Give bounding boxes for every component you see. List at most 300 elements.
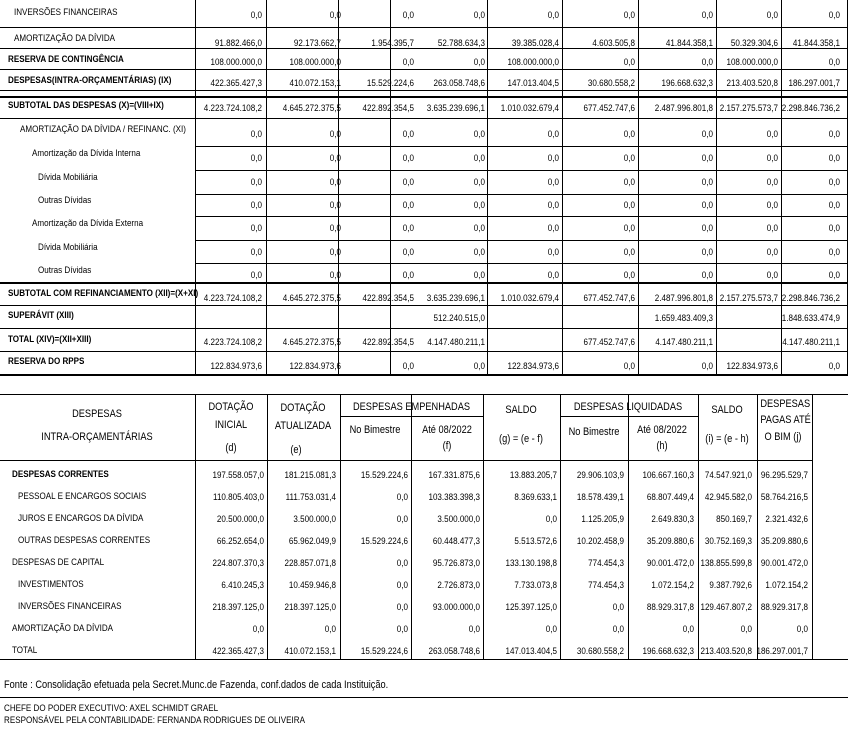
cell-value: 422.365.427,3 [210, 78, 262, 89]
header-sub-rule [340, 416, 483, 417]
cell-value: 0,0 [250, 247, 262, 258]
cell-value: 0,0 [396, 492, 408, 503]
cell-value: 0,0 [402, 153, 414, 164]
cell-value: 2.649.830,3 [651, 514, 694, 525]
cell-value: 4.645.272.375,5 [282, 103, 341, 114]
cell-value: 0,0 [766, 247, 778, 258]
cell-value: 0,0 [473, 57, 485, 68]
table-top-rule [0, 394, 848, 395]
row-label: SUBTOTAL COM REFINANCIAMENTO (XII)=(X+XI) [8, 288, 199, 299]
cell-value: 0,0 [828, 200, 840, 211]
cell-value: 1.954.395,7 [371, 38, 414, 49]
col-divider [698, 394, 699, 659]
cell-value: 0,0 [402, 361, 414, 372]
column-header: (f) [442, 440, 452, 452]
column-header: No Bimestre [349, 424, 401, 436]
cell-value: 1.848.633.474,9 [781, 313, 840, 324]
row-divider [195, 263, 848, 264]
cell-value: 30.752.169,3 [704, 536, 752, 547]
cell-value: 1.072.154,2 [765, 580, 808, 591]
cell-value: 186.297.001,7 [788, 78, 840, 89]
cell-value: 677.452.747,6 [583, 337, 635, 348]
cell-value: 0,0 [402, 270, 414, 281]
cell-value: 196.668.632,3 [642, 646, 694, 657]
cell-value: 0,0 [396, 624, 408, 635]
cell-value: 9.387.792,6 [709, 580, 752, 591]
subtotal-rule [0, 96, 848, 98]
cell-value: 42.945.582,0 [704, 492, 752, 503]
cell-value: 0,0 [547, 270, 559, 281]
subtotal-rule [0, 282, 848, 284]
cell-value: 108.000.000,0 [289, 57, 341, 68]
cell-value: 197.558.057,0 [212, 470, 264, 481]
cell-value: 0,0 [701, 10, 713, 21]
col-divider [267, 394, 268, 659]
cell-value: 0,0 [766, 223, 778, 234]
row-label: Outras Dívidas [38, 265, 92, 276]
cell-value: 0,0 [623, 129, 635, 140]
cell-value: 1.010.032.679,4 [500, 103, 559, 114]
cell-value: 108.000.000,0 [726, 57, 778, 68]
cell-value: 0,0 [473, 361, 485, 372]
column-header: SALDO [505, 404, 537, 416]
cell-value: 0,0 [545, 514, 557, 525]
column-header: ATUALIZADA [274, 420, 332, 432]
row-label: DESPESAS DE CAPITAL [12, 557, 105, 568]
cell-value: 677.452.747,6 [583, 293, 635, 304]
header-sub-rule [560, 416, 698, 417]
cell-value: 850.169,7 [716, 514, 752, 525]
column-header: (i) = (e - h) [705, 433, 749, 445]
cell-value: 4.223.724.108,2 [203, 103, 262, 114]
cell-value: 147.013.404,5 [505, 646, 557, 657]
cell-value: 0,0 [701, 361, 713, 372]
cell-value: 2.726.873,0 [437, 580, 480, 591]
cell-value: 4.223.724.108,2 [203, 293, 262, 304]
executive-signature: CHEFE DO PODER EXECUTIVO: AXEL SCHMIDT GRAEL [4, 703, 219, 714]
cell-value: 95.726.873,0 [432, 558, 480, 569]
row-divider [0, 118, 848, 119]
cell-value: 263.058.748,6 [428, 646, 480, 657]
cell-value: 15.529.224,6 [360, 536, 408, 547]
cell-value: 213.403.520,8 [726, 78, 778, 89]
cell-value: 58.764.216,5 [760, 492, 808, 503]
cell-value: 0,0 [828, 57, 840, 68]
cell-value: 129.467.807,2 [700, 602, 752, 613]
column-header: SALDO [711, 404, 743, 416]
accountant-signature: RESPONSÁVEL PELA CONTABILIDADE: FERNANDA RODRIGUES DE OLIVEIRA [4, 715, 305, 726]
cell-value: 91.882.466,0 [214, 38, 262, 49]
column-header: (e) [290, 444, 302, 456]
cell-value: 0,0 [250, 10, 262, 21]
col-divider [411, 394, 412, 659]
cell-value: 0,0 [623, 361, 635, 372]
cell-value: 0,0 [701, 270, 713, 281]
cell-value: 18.578.439,1 [576, 492, 624, 503]
cell-value: 0,0 [623, 223, 635, 234]
cell-value: 60.448.477,3 [432, 536, 480, 547]
cell-value: 0,0 [547, 223, 559, 234]
row-label: TOTAL [12, 645, 38, 656]
cell-value: 0,0 [402, 129, 414, 140]
cell-value: 122.834.973,6 [210, 361, 262, 372]
cell-value: 68.807.449,4 [646, 492, 694, 503]
row-label: Amortização da Dívida Interna [32, 148, 141, 159]
cell-value: 108.000.000,0 [507, 57, 559, 68]
row-label: PESSOAL E ENCARGOS SOCIAIS [18, 491, 147, 502]
cell-value: 10.459.946,8 [288, 580, 336, 591]
cell-value: 0,0 [766, 200, 778, 211]
row-label: SUPERÁVIT (XIII) [8, 310, 74, 321]
col-divider [483, 394, 484, 659]
cell-value: 20.500.000,0 [216, 514, 264, 525]
cell-value: 512.240.515,0 [433, 313, 485, 324]
cell-value: 0,0 [796, 624, 808, 635]
cell-value: 0,0 [682, 624, 694, 635]
column-header: DESPESAS [72, 408, 122, 420]
cell-value: 106.667.160,3 [642, 470, 694, 481]
column-header: Até 08/2022 [637, 424, 687, 436]
header-rule [0, 460, 812, 461]
cell-value: 122.834.973,6 [726, 361, 778, 372]
row-divider [195, 194, 848, 195]
cell-value: 0,0 [623, 153, 635, 164]
cell-value: 122.834.973,6 [289, 361, 341, 372]
cell-value: 4.603.505,8 [592, 38, 635, 49]
cell-value: 4.147.480.211,1 [782, 337, 840, 348]
cell-value: 0,0 [329, 200, 341, 211]
cell-value: 0,0 [329, 153, 341, 164]
cell-value: 3.500.000,0 [293, 514, 336, 525]
cell-value: 0,0 [828, 223, 840, 234]
cell-value: 410.072.153,1 [284, 646, 336, 657]
cell-value: 0,0 [250, 129, 262, 140]
cell-value: 133.130.198,8 [505, 558, 557, 569]
cell-value: 0,0 [701, 200, 713, 211]
column-header: O BIM (j) [764, 431, 802, 443]
footer-rule [0, 697, 848, 698]
cell-value: 39.385.028,4 [511, 38, 559, 49]
row-label: SUBTOTAL DAS DESPESAS (X)=(VIII+IX) [8, 100, 164, 111]
cell-value: 66.252.654,0 [216, 536, 264, 547]
cell-value: 0,0 [766, 177, 778, 188]
cell-value: 0,0 [329, 223, 341, 234]
cell-value: 0,0 [468, 624, 480, 635]
cell-value: 30.680.558,2 [587, 78, 635, 89]
cell-value: 218.397.125,0 [284, 602, 336, 613]
row-divider [195, 216, 848, 217]
cell-value: 0,0 [396, 580, 408, 591]
cell-value: 4.147.480.211,1 [427, 337, 485, 348]
row-label: TOTAL (XIV)=(XII+XIII) [8, 334, 92, 345]
cell-value: 30.680.558,2 [576, 646, 624, 657]
cell-value: 10.202.458,9 [576, 536, 624, 547]
cell-value: 422.892.354,5 [362, 103, 414, 114]
cell-value: 0,0 [545, 624, 557, 635]
table-end-rule [0, 374, 848, 376]
cell-value: 93.000.000,0 [432, 602, 480, 613]
row-divider [195, 240, 848, 241]
cell-value: 0,0 [828, 129, 840, 140]
row-divider [195, 170, 848, 171]
row-label: JUROS E ENCARGOS DA DÍVIDA [18, 513, 144, 524]
cell-value: 0,0 [329, 247, 341, 258]
cell-value: 677.452.747,6 [583, 103, 635, 114]
cell-value: 0,0 [473, 153, 485, 164]
cell-value: 422.365.427,3 [212, 646, 264, 657]
column-header: PAGAS ATÉ [760, 414, 811, 426]
row-divider [0, 90, 848, 91]
cell-value: 3.635.239.696,1 [426, 293, 485, 304]
row-label: INVERSÕES FINANCEIRAS [14, 7, 118, 18]
cell-value: 0,0 [766, 10, 778, 21]
cell-value: 0,0 [623, 247, 635, 258]
row-label: INVESTIMENTOS [18, 579, 84, 590]
cell-value: 0,0 [623, 10, 635, 21]
column-header: INTRA-ORÇAMENTÁRIAS [41, 431, 153, 443]
row-divider [195, 146, 848, 147]
row-label: INVERSÕES FINANCEIRAS [18, 601, 122, 612]
row-label: RESERVA DO RPPS [8, 356, 85, 367]
cell-value: 108.000.000,0 [210, 57, 262, 68]
cell-value: 0,0 [473, 129, 485, 140]
cell-value: 774.454,3 [588, 558, 624, 569]
cell-value: 4.645.272.375,5 [282, 293, 341, 304]
cell-value: 0,0 [250, 223, 262, 234]
column-header: Até 08/2022 [422, 424, 472, 436]
cell-value: 92.173.662,7 [293, 38, 341, 49]
row-label: OUTRAS DESPESAS CORRENTES [18, 535, 151, 546]
column-header: (g) = (e - f) [499, 433, 543, 445]
cell-value: 0,0 [396, 514, 408, 525]
column-header: INICIAL [214, 419, 248, 431]
cell-value: 4.223.724.108,2 [203, 337, 262, 348]
col-divider [628, 394, 629, 659]
row-label: AMORTIZAÇÃO DA DÍVIDA [14, 33, 116, 44]
cell-value: 0,0 [623, 270, 635, 281]
column-header: No Bimestre [568, 426, 620, 438]
cell-value: 0,0 [612, 602, 624, 613]
row-divider [0, 27, 848, 28]
cell-value: 1.010.032.679,4 [500, 293, 559, 304]
column-header: DESPESAS [760, 398, 811, 410]
cell-value: 0,0 [828, 247, 840, 258]
cell-value: 0,0 [828, 177, 840, 188]
cell-value: 2.487.996.801,8 [654, 103, 713, 114]
cell-value: 8.369.633,1 [514, 492, 557, 503]
cell-value: 0,0 [250, 270, 262, 281]
column-header: (h) [656, 440, 668, 452]
cell-value: 1.125.205,9 [581, 514, 624, 525]
row-label: AMORTIZAÇÃO DA DÍVIDA [12, 623, 114, 634]
row-label: DESPESAS CORRENTES [12, 469, 109, 480]
cell-value: 88.929.317,8 [646, 602, 694, 613]
cell-value: 2.298.846.736,2 [781, 103, 840, 114]
cell-value: 0,0 [828, 153, 840, 164]
cell-value: 0,0 [623, 200, 635, 211]
cell-value: 213.403.520,8 [700, 646, 752, 657]
cell-value: 0,0 [623, 177, 635, 188]
cell-value: 90.001.472,0 [760, 558, 808, 569]
cell-value: 0,0 [547, 200, 559, 211]
cell-value: 218.397.125,0 [212, 602, 264, 613]
column-header: DOTAÇÃO [208, 401, 254, 413]
column-header: DOTAÇÃO [280, 402, 326, 414]
cell-value: 0,0 [329, 270, 341, 281]
cell-value: 0,0 [396, 558, 408, 569]
cell-value: 186.297.001,7 [756, 646, 808, 657]
cell-value: 5.513.572,6 [514, 536, 557, 547]
cell-value: 0,0 [396, 602, 408, 613]
cell-value: 0,0 [701, 247, 713, 258]
cell-value: 15.529.224,6 [360, 646, 408, 657]
cell-value: 96.295.529,7 [760, 470, 808, 481]
cell-value: 0,0 [828, 361, 840, 372]
cell-value: 0,0 [828, 270, 840, 281]
cell-value: 0,0 [329, 177, 341, 188]
cell-value: 0,0 [473, 247, 485, 258]
row-divider [0, 351, 848, 352]
cell-value: 0,0 [766, 270, 778, 281]
cell-value: 0,0 [473, 223, 485, 234]
row-divider [0, 305, 848, 306]
cell-value: 0,0 [701, 153, 713, 164]
cell-value: 3.500.000,0 [437, 514, 480, 525]
cell-value: 0,0 [329, 10, 341, 21]
cell-value: 1.659.483.409,3 [654, 313, 713, 324]
source-note: Fonte : Consolidação efetuada pela Secret.Munc.de Fazenda, conf.dados de cada Instituição. [4, 679, 389, 691]
row-label: RESERVA DE CONTINGÊNCIA [8, 54, 124, 65]
cell-value: 4.147.480.211,1 [655, 337, 713, 348]
cell-value: 0,0 [473, 270, 485, 281]
row-label: AMORTIZAÇÃO DA DÍVIDA / REFINANC. (XI) [20, 124, 186, 135]
col-divider [340, 394, 341, 659]
cell-value: 0,0 [473, 177, 485, 188]
column-header: (d) [225, 442, 237, 454]
cell-value: 0,0 [402, 10, 414, 21]
cell-value: 88.929.317,8 [760, 602, 808, 613]
cell-value: 52.788.634,3 [437, 38, 485, 49]
cell-value: 0,0 [766, 153, 778, 164]
cell-value: 0,0 [402, 57, 414, 68]
row-label: Dívida Mobiliária [38, 242, 98, 253]
cell-value: 0,0 [547, 129, 559, 140]
cell-value: 15.529.224,6 [360, 470, 408, 481]
cell-value: 0,0 [701, 57, 713, 68]
cell-value: 0,0 [547, 247, 559, 258]
cell-value: 103.383.398,3 [428, 492, 480, 503]
cell-value: 138.855.599,8 [700, 558, 752, 569]
row-label: DESPESAS(INTRA-ORÇAMENTÁRIAS) (IX) [8, 75, 172, 86]
cell-value: 90.001.472,0 [646, 558, 694, 569]
cell-value: 110.805.403,0 [213, 492, 264, 503]
cell-value: 65.962.049,9 [288, 536, 336, 547]
cell-value: 111.753.031,4 [285, 492, 336, 503]
cell-value: 181.215.081,3 [284, 470, 336, 481]
row-label: Dívida Mobiliária [38, 172, 98, 183]
row-label: Outras Dívidas [38, 195, 92, 206]
cell-value: 50.329.304,6 [730, 38, 778, 49]
cell-value: 147.013.404,5 [507, 78, 559, 89]
cell-value: 125.397.125,0 [505, 602, 557, 613]
cell-value: 0,0 [623, 57, 635, 68]
cell-value: 29.906.103,9 [576, 470, 624, 481]
cell-value: 422.892.354,5 [362, 293, 414, 304]
cell-value: 0,0 [547, 177, 559, 188]
cell-value: 196.668.632,3 [661, 78, 713, 89]
cell-value: 35.209.880,6 [760, 536, 808, 547]
cell-value: 3.635.239.696,1 [426, 103, 485, 114]
cell-value: 0,0 [701, 129, 713, 140]
cell-value: 0,0 [547, 153, 559, 164]
cell-value: 0,0 [250, 153, 262, 164]
col-divider [812, 394, 813, 659]
row-label: Amortização da Dívida Externa [32, 218, 144, 229]
cell-value: 774.454,3 [588, 580, 624, 591]
cell-value: 0,0 [402, 223, 414, 234]
cell-value: 1.072.154,2 [651, 580, 694, 591]
cell-value: 0,0 [701, 177, 713, 188]
cell-value: 41.844.358,1 [665, 38, 713, 49]
cell-value: 0,0 [324, 624, 336, 635]
cell-value: 35.209.880,6 [646, 536, 694, 547]
cell-value: 41.844.358,1 [792, 38, 840, 49]
cell-value: 224.807.370,3 [212, 558, 264, 569]
cell-value: 2.157.275.573,7 [719, 103, 778, 114]
cell-value: 0,0 [402, 247, 414, 258]
cell-value: 0,0 [402, 177, 414, 188]
cell-value: 13.883.205,7 [509, 470, 557, 481]
row-divider [0, 69, 848, 70]
cell-value: 263.058.748,6 [433, 78, 485, 89]
cell-value: 410.072.153,1 [289, 78, 341, 89]
cell-value: 0,0 [473, 10, 485, 21]
cell-value: 0,0 [252, 624, 264, 635]
cell-value: 0,0 [329, 129, 341, 140]
cell-value: 167.331.875,6 [428, 470, 480, 481]
cell-value: 6.410.245,3 [221, 580, 264, 591]
cell-value: 0,0 [402, 200, 414, 211]
column-header: DESPESAS LIQUIDADAS [573, 401, 683, 413]
cell-value: 74.547.921,0 [704, 470, 752, 481]
cell-value: 0,0 [612, 624, 624, 635]
cell-value: 0,0 [701, 223, 713, 234]
cell-value: 0,0 [740, 624, 752, 635]
cell-value: 0,0 [547, 10, 559, 21]
cell-value: 228.857.071,8 [284, 558, 336, 569]
cell-value: 2.487.996.801,8 [654, 293, 713, 304]
cell-value: 0,0 [766, 129, 778, 140]
row-divider [0, 328, 848, 329]
cell-value: 4.645.272.375,5 [282, 337, 341, 348]
cell-value: 0,0 [250, 177, 262, 188]
cell-value: 2.321.432,6 [765, 514, 808, 525]
table-bottom-rule [0, 659, 848, 660]
col-divider [560, 394, 561, 659]
cell-value: 422.892.354,5 [362, 337, 414, 348]
cell-value: 122.834.973,6 [507, 361, 559, 372]
cell-value: 7.733.073,8 [514, 580, 557, 591]
cell-value: 0,0 [473, 200, 485, 211]
cell-value: 2.298.846.736,2 [781, 293, 840, 304]
cell-value: 2.157.275.573,7 [719, 293, 778, 304]
column-header: DESPESAS EMPENHADAS [352, 401, 470, 413]
cell-value: 15.529.224,6 [366, 78, 414, 89]
col-divider [757, 394, 758, 659]
cell-value: 0,0 [828, 10, 840, 21]
col-divider [195, 394, 196, 659]
cell-value: 0,0 [250, 200, 262, 211]
